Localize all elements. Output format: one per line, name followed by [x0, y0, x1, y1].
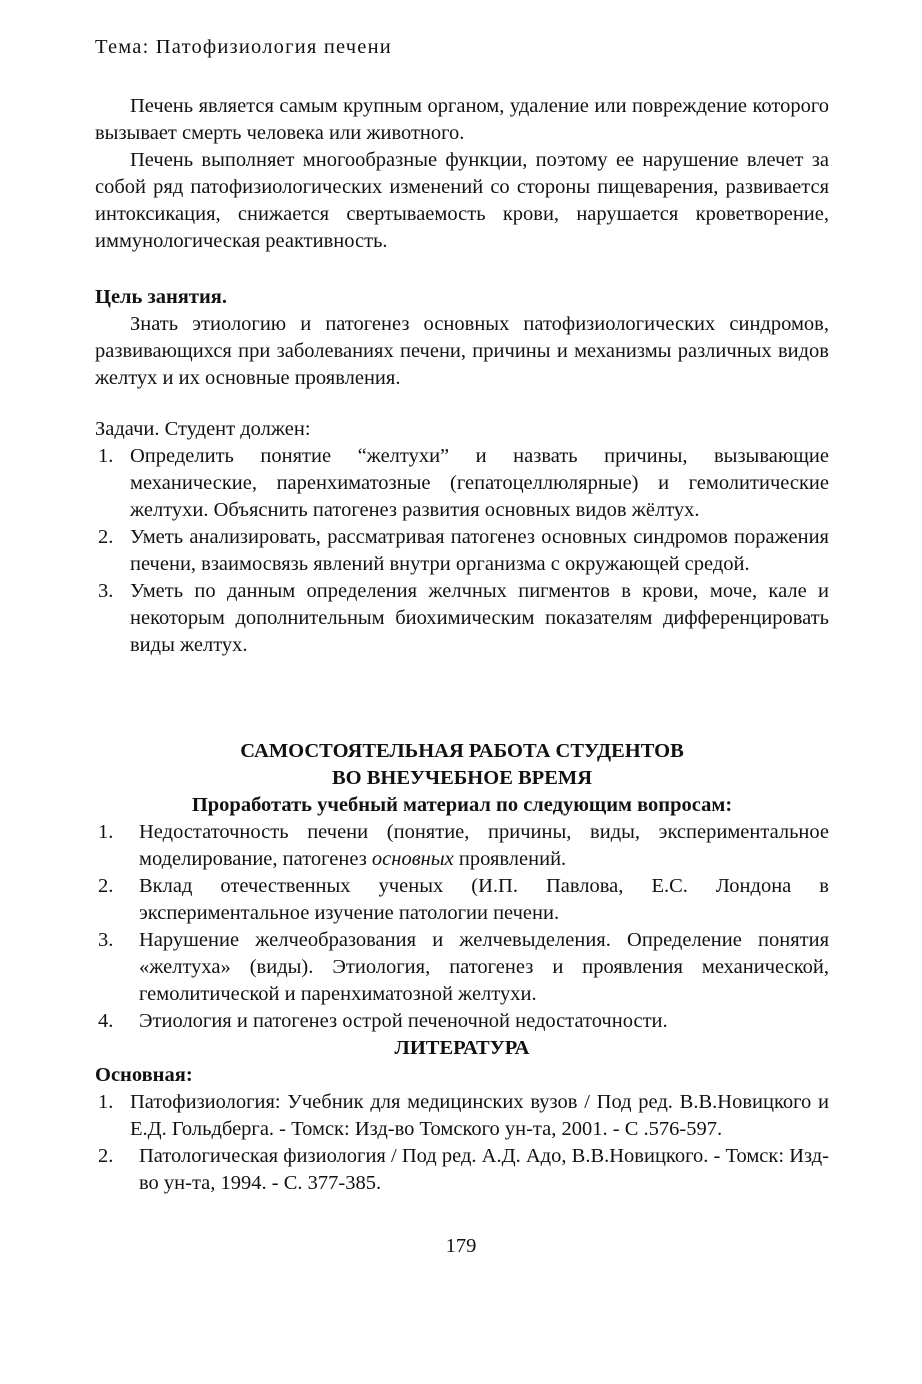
goal-section — [95, 284, 829, 392]
list-item-number: 3. — [98, 929, 114, 951]
questions-list — [95, 819, 829, 1035]
list-item — [95, 443, 829, 524]
list-item — [95, 873, 829, 927]
intro-paragraph-1: Печень является самым крупным органом, удаление или повреждение которого вызывает смерть человека или животного. — [95, 95, 829, 144]
list-item-number: 1. — [98, 1091, 114, 1113]
list-item-number: 2. — [98, 526, 114, 548]
literature-title: ЛИТЕРАТУРА — [394, 1037, 530, 1059]
list-item — [95, 927, 829, 1008]
list-item-text-end: проявлений. — [453, 848, 567, 870]
topic-header: Тема: Патофизиология печени — [95, 36, 392, 58]
list-item — [95, 819, 829, 873]
goal-title: Цель занятия. — [95, 286, 227, 308]
list-item-text: Недостаточность печени (понятие, причины, виды, экспериментальное моделирование, патогенез — [139, 821, 829, 870]
tasks-list — [95, 443, 829, 659]
list-item-number: 1. — [98, 445, 114, 467]
list-item-number: 1. — [98, 821, 114, 843]
list-item-text: Патологическая физиология / Под ред. А.Д. Адо, В.В.Новицкого. - Томск: Изд-во ун-та, 1994. - С. 377-385. — [139, 1145, 829, 1194]
intro-paragraph-2: Печень выполняет многообразные функции, поэтому ее нарушение влечет за собой ряд патофизиологических изменений со стороны пищеварения, развивается интоксикация, снижается свертываемость крови, нарушается кроветворение, иммунологическая реактивность. — [95, 149, 829, 252]
list-item-text: Этиология и патогенез острой печеночной недостаточности. — [139, 1010, 668, 1032]
list-item-number: 2. — [98, 1145, 114, 1167]
literature-list — [95, 1089, 829, 1197]
list-item — [95, 1089, 829, 1143]
list-item-number: 4. — [98, 1010, 114, 1032]
list-item-text: Определить понятие “желтухи” и назвать причины, вызывающие механические, паренхиматозные (гепатоцеллюлярные) и гемолитические желтухи. Объяснить патогенез развития основных видов жёлтух. — [130, 445, 829, 521]
goal-text: Знать этиологию и патогенез основных патофизиологических синдромов, развивающихся при заболеваниях печени, причины и механизмы различных видов желтух и их основные проявления. — [95, 313, 829, 389]
list-item — [95, 1143, 829, 1197]
list-item — [95, 578, 829, 659]
page-number: 179 — [445, 1235, 477, 1257]
list-item-text: Патофизиология: Учебник для медицинских вузов / Под ред. В.В.Новицкого и Е.Д. Гольдберга. - Томск: Изд-во Томского ун-та, 2001. - С .576-597. — [130, 1091, 829, 1140]
list-item-italic-text: основных — [371, 848, 454, 870]
intro-section — [95, 93, 829, 255]
list-item-text: Нарушение желчеобразования и желчевыделения. Определение понятия «желтуха» (виды). Этиология, патогенез и проявления механической, гемолитической и паренхиматозной желтухи. — [139, 929, 829, 1005]
independent-work-section — [95, 738, 829, 1197]
list-item — [95, 1008, 829, 1035]
list-item-number: 2. — [98, 875, 114, 897]
list-item-text: Вклад отечественных ученых (И.П. Павлова, Е.С. Лондона в экспериментальное изучение патологии печени. — [139, 875, 829, 924]
list-item-number: 3. — [98, 580, 114, 602]
list-item-text: Уметь по данным определения желчных пигментов в крови, моче, кале и некоторым дополнительным биохимическим показателям дифференцировать виды желтух. — [130, 580, 829, 656]
section-subtitle: Проработать учебный материал по следующим вопросам: — [191, 794, 733, 816]
tasks-section — [95, 416, 829, 659]
section-title-line-1: САМОСТОЯТЕЛЬНАЯ РАБОТА СТУДЕНТОВ — [240, 740, 684, 762]
list-item — [95, 524, 829, 578]
section-title-line-2: ВО ВНЕУЧЕБНОЕ ВРЕМЯ — [331, 767, 593, 789]
literature-subtitle: Основная: — [95, 1064, 193, 1086]
list-item-text: Уметь анализировать, рассматривая патогенез основных синдромов поражения печени, взаимосвязь явлений внутри организма с окружающей средой. — [130, 526, 829, 575]
tasks-title: Задачи. Студент должен: — [95, 418, 311, 440]
